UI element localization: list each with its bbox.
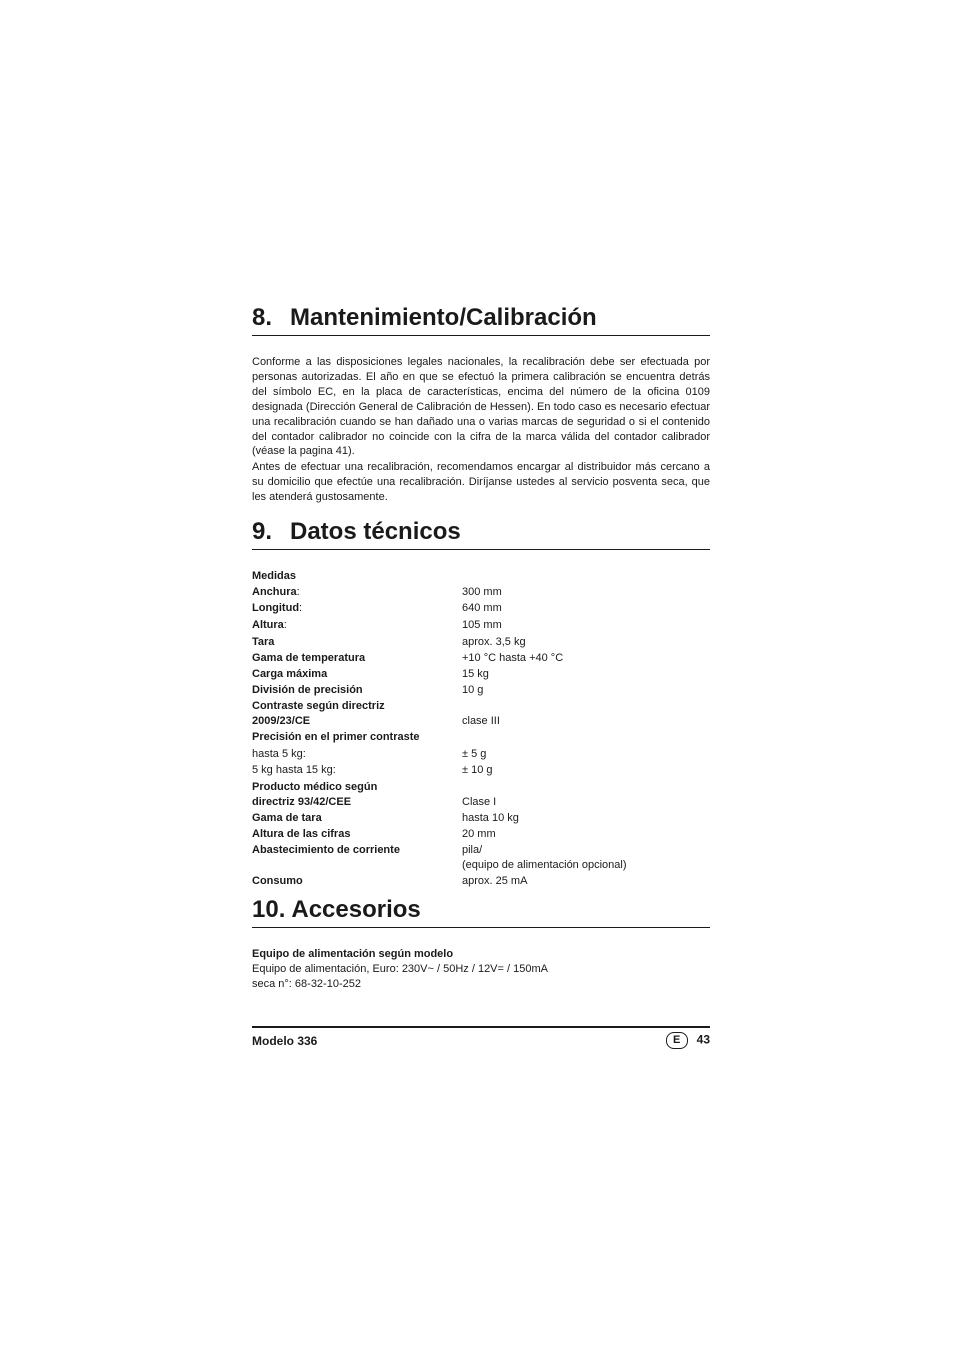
spec-row-contraste	[252, 699, 710, 729]
accessories-block	[252, 947, 710, 992]
section-10-number: 10.	[252, 896, 286, 923]
section-8-heading	[252, 304, 710, 336]
spec-value: Clase I	[462, 795, 497, 808]
accessories-line-2: seca n°: 68-32-10-252	[252, 977, 361, 990]
section-9-title: Datos técnicos	[290, 518, 461, 545]
spec-row-tara	[252, 635, 710, 650]
spec-row-hasta-5kg	[252, 747, 710, 762]
spec-value: +10 °C hasta +40 °C	[462, 651, 564, 664]
spec-row-abastecimiento	[252, 843, 710, 873]
accessories-line-1: Equipo de alimentación, Euro: 230V~ / 50Hz / 12V= / 150mA	[252, 962, 548, 975]
spec-label: Gama de temperatura	[252, 651, 366, 664]
spec-row-longitud: Longitud: 640 mm	[252, 601, 710, 616]
spec-row-division	[252, 683, 710, 698]
technical-data-table	[252, 569, 710, 891]
language-badge: E	[666, 1032, 688, 1049]
page-number: 43	[696, 1032, 710, 1047]
spec-value: aprox. 25 mA	[462, 875, 528, 888]
spec-label: Gama de tara	[252, 811, 322, 824]
spec-value: hasta 10 kg	[462, 811, 519, 824]
spec-label: Altura de las cifras	[252, 828, 351, 841]
spec-value: clase III	[462, 715, 500, 728]
spec-label: Carga máxima	[252, 667, 328, 680]
spec-row-anchura: Anchura: 300 mm	[252, 585, 710, 600]
spec-label: Precisión en el primer contraste	[252, 731, 420, 744]
section-8-paragraph-1: Conforme a las disposiciones legales nacionales, la recalibración debe ser efectuada por personas autorizadas. El año en que se efectuó la primera calibración se encuentra detrás del símbolo EC, en la placa de características, encima del número de la oficina 0109 designada (Dirección General de Calibración de Hessen). En todo caso es necesario efectuar una recalibración cuando se han dañado una o varias marcas de seguridad o si el contenido del contador calibrador no coincide con la cifra de la marca válida del contador calibrador (véase la pagina 41).	[252, 356, 710, 458]
spec-label: Anchura	[252, 586, 297, 599]
spec-row-precision	[252, 730, 710, 745]
section-9-heading	[252, 518, 710, 550]
spec-row-consumo	[252, 874, 710, 889]
spec-value: 20 mm	[462, 828, 496, 841]
spec-label: Medidas	[252, 570, 297, 582]
spec-label: hasta 5 kg:	[252, 747, 306, 760]
spec-label: División de precisión	[252, 684, 363, 697]
spec-row-carga-maxima	[252, 667, 710, 682]
page-footer	[252, 1026, 710, 1049]
spec-row-altura: Altura: 105 mm	[252, 618, 710, 633]
section-10-heading	[252, 896, 710, 928]
spec-row-producto-medico	[252, 780, 710, 810]
spec-label: Tara	[252, 635, 275, 648]
section-9-number: 9.	[252, 518, 273, 545]
spec-label-cont: directriz 93/42/CEE	[252, 795, 352, 808]
spec-label: Consumo	[252, 875, 303, 888]
spec-value: ± 5 g	[462, 747, 487, 760]
spec-value: 10 g	[462, 684, 484, 697]
accessories-subheading: Equipo de alimentación según modelo	[252, 948, 454, 960]
spec-label: Altura	[252, 618, 284, 631]
spec-value-cont: (equipo de alimentación opcional)	[462, 859, 627, 872]
spec-value: 300 mm	[462, 586, 502, 599]
spec-value: 15 kg	[462, 667, 489, 680]
section-8-number: 8.	[252, 304, 273, 331]
spec-value: ± 10 g	[462, 763, 493, 776]
spec-value: 105 mm	[462, 618, 502, 631]
spec-label: Abastecimiento de corriente	[252, 844, 400, 857]
section-10-title: Accesorios	[291, 896, 421, 923]
spec-label: Longitud	[252, 602, 300, 615]
spec-label: 5 kg hasta 15 kg:	[252, 763, 336, 776]
spec-row-hasta-15kg	[252, 763, 710, 778]
spec-value: pila/	[462, 844, 483, 857]
spec-value: aprox. 3,5 kg	[462, 635, 526, 648]
spec-value: 640 mm	[462, 602, 502, 615]
section-8-title: Mantenimiento/Calibración	[290, 304, 597, 331]
spec-label-cont: 2009/23/CE	[252, 715, 311, 728]
spec-row-altura-cifras	[252, 827, 710, 842]
footer-model: Modelo 336	[252, 1033, 318, 1048]
spec-row-gama-tara	[252, 811, 710, 826]
section-8-paragraph-2: Antes de efectuar una recalibración, recomendamos encargar al distribuidor más cercano a su domicilio que efectúe una recalibración. Diríjanse ustedes al servicio posventa seca, que les atenderá gustosamente.	[252, 461, 710, 503]
spec-label: Producto médico según	[252, 780, 378, 793]
spec-label: Contraste según directriz	[252, 700, 385, 713]
spec-row-gama-temperatura	[252, 651, 710, 666]
spec-row-medidas	[252, 569, 710, 584]
